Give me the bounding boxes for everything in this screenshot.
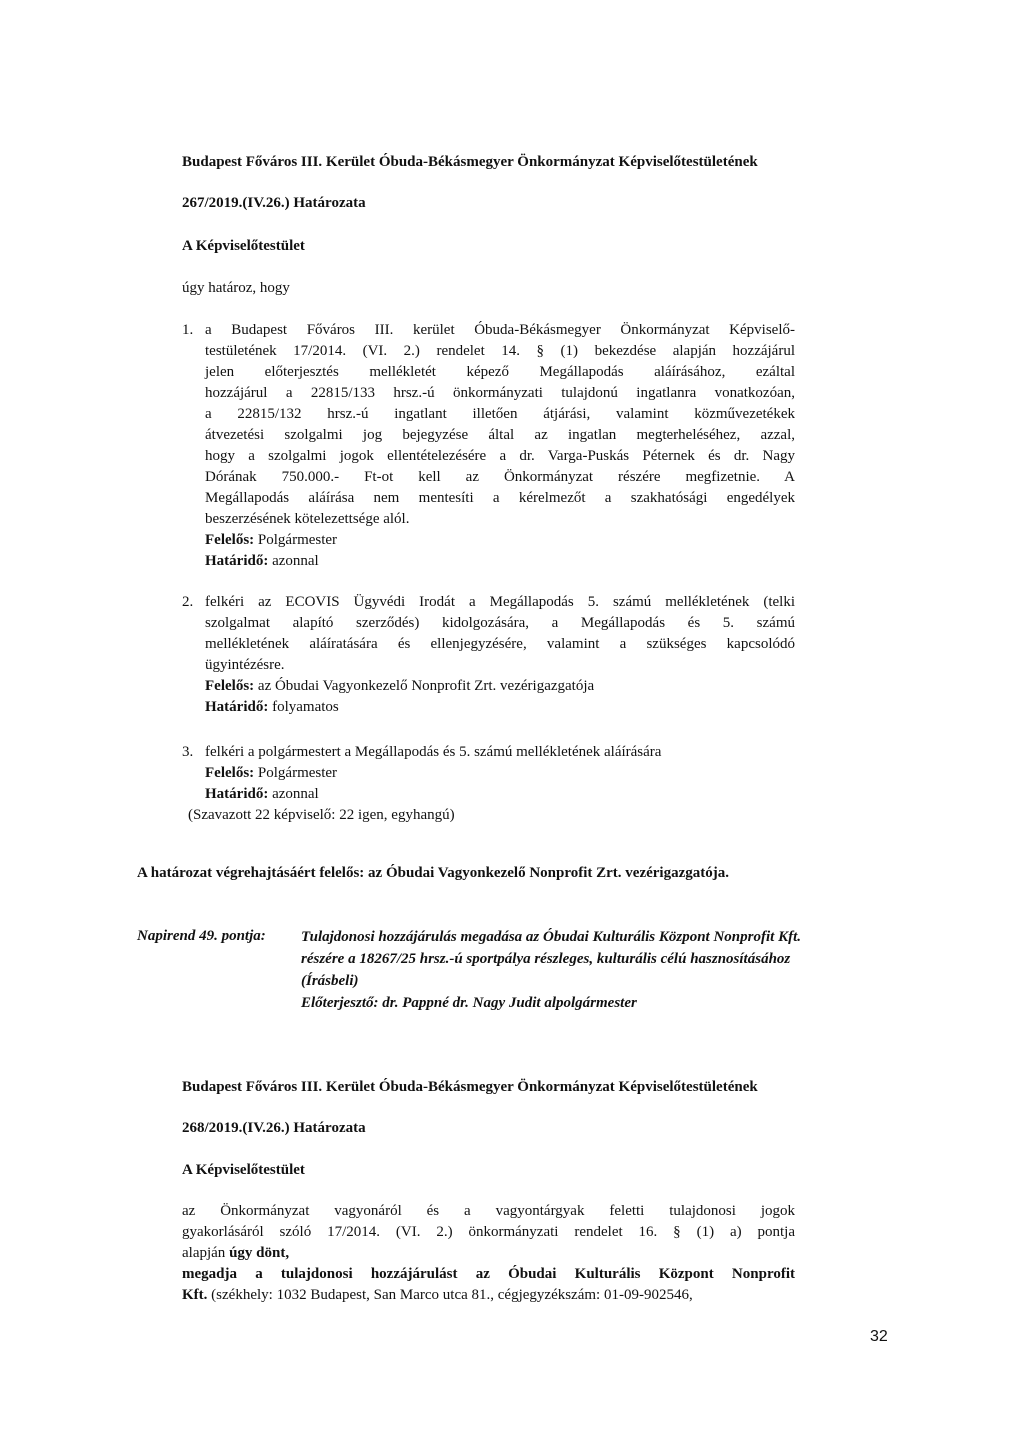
intro-line: az Önkormányzat vagyonáról és a vagyontárgyak feletti tulajdonosi jogok	[182, 1203, 795, 1219]
decision-line: megadja a tulajdonosi hozzájárulást az Óbudai Kulturális Központ Nonprofit	[182, 1266, 795, 1282]
agenda-label: Napirend 49. pontja:	[137, 928, 266, 944]
intro-line-last	[182, 1243, 795, 1264]
item-3-text	[205, 742, 795, 805]
decision-line-2	[182, 1285, 795, 1306]
item-3-number: 3.	[182, 744, 194, 760]
item-3-line: felkéri a polgármestert a Megállapodás és 5. számú mellékletének aláírására	[205, 744, 662, 760]
deadline-value: azonnal	[268, 553, 319, 569]
item-1-line: hogy a szolgalmi jogok ellentételezésére a dr. Varga-Puskás Péternek és dr. Nagy	[205, 448, 795, 464]
resolution-header-2: Budapest Főváros III. Kerület Óbuda-Békásmegyer Önkormányzat Képviselőtestületének	[182, 1079, 758, 1095]
intro-prefix: alapján	[182, 1245, 230, 1261]
item-2-line: mellékletének aláíratására és ellenjegyzésére, valamint a szükséges kapcsolódó	[205, 636, 795, 652]
item-1-line: beszerzésének kötelezettsége alól.	[205, 511, 410, 527]
resolution-2-decision	[182, 1264, 795, 1306]
item-1-line: jelen előterjesztés mellékletét képező Megállapodás aláírásához, ezáltal	[205, 364, 795, 380]
item-1-line: a 22815/132 hrsz.-ú ingatlant illetően átjárási, valamint közművezetékek	[205, 406, 795, 422]
intro-line: gyakorlásáról szóló 17/2014. (VI. 2.) önkormányzati rendelet 16. § (1) a) pontja	[182, 1224, 795, 1240]
deadline-value: azonnal	[268, 786, 319, 802]
item-2-line: felkéri az ECOVIS Ügyvédi Irodát a Megállapodás 5. számú mellékletének (telki	[205, 594, 795, 610]
agenda-title-line: részére a 18267/25 hrsz.-ú sportpálya részleges, kulturális célú hasznosításához	[301, 951, 791, 967]
agenda-title-line: Tulajdonosi hozzájárulás megadása az Óbudai Kulturális Központ Nonprofit Kft.	[301, 929, 801, 945]
item-1-line: testületének 17/2014. (VI. 2.) rendelet 14. § (1) bekezdése alapján hozzájárul	[205, 343, 795, 359]
item-1-line: Dórának 750.000.- Ft-ot kell az Önkormányzat részére megfizetnie. A	[205, 469, 795, 485]
item-2-text	[205, 592, 795, 718]
resolution-header-1: Budapest Főváros III. Kerület Óbuda-Békásmegyer Önkormányzat Képviselőtestületének	[182, 154, 758, 170]
decides-phrase: úgy dönt,	[229, 1245, 290, 1261]
responsible-label: Felelős:	[205, 765, 255, 781]
vote-result-1: (Szavazott 22 képviselő: 22 igen, egyhangú)	[188, 807, 455, 823]
item-1-line: a Budapest Főváros III. kerület Óbuda-Békásmegyer Önkormányzat Képviselő-	[205, 322, 795, 338]
company-suffix: Kft.	[182, 1287, 208, 1303]
item-3-responsible	[205, 763, 795, 784]
body-label-2: A Képviselőtestület	[182, 1162, 305, 1178]
deadline-value: folyamatos	[268, 699, 339, 715]
item-1-line: átvezetési szolgalmi jog bejegyzése által az ingatlan megterheléséhez, azzal,	[205, 427, 795, 443]
body-label-1: A Képviselőtestület	[182, 238, 305, 254]
agenda-type: (Írásbeli)	[301, 973, 359, 989]
item-2-number: 2.	[182, 594, 194, 610]
responsible-value: Polgármester	[254, 532, 338, 548]
executor-statement: A határozat végrehajtásáért felelős: az Óbudai Vagyonkezelő Nonprofit Zrt. vezérigazgatója.	[137, 865, 729, 881]
item-1-line: Megállapodás aláírása nem mentesíti a kérelmezőt a szakhatósági engedélyek	[205, 490, 795, 506]
item-2-deadline	[205, 697, 795, 718]
responsible-value: Polgármester	[254, 765, 338, 781]
agenda-presenter: Előterjesztő: dr. Pappné dr. Nagy Judit alpolgármester	[301, 995, 637, 1011]
resolution-2-intro	[182, 1201, 795, 1264]
resolution-number-2: 268/2019.(IV.26.) Határozata	[182, 1120, 366, 1136]
item-1-deadline	[205, 551, 795, 572]
company-details: (székhely: 1032 Budapest, San Marco utca 81., cégjegyzékszám: 01-09-902546,	[207, 1287, 693, 1303]
item-2-responsible	[205, 676, 795, 697]
responsible-label: Felelős:	[205, 678, 255, 694]
deadline-label: Határidő:	[205, 699, 269, 715]
deadline-label: Határidő:	[205, 553, 269, 569]
item-2-line: szolgalmat alapító szerződés) kidolgozására, a Megállapodás és 5. számú	[205, 615, 795, 631]
item-1-text	[205, 320, 795, 572]
responsible-label: Felelős:	[205, 532, 255, 548]
item-1-line: hozzájárul a 22815/133 hrsz.-ú önkormányzati tulajdonú ingatlanra vonatkozóan,	[205, 385, 795, 401]
deadline-label: Határidő:	[205, 786, 269, 802]
item-3-deadline	[205, 784, 795, 805]
item-1-number: 1.	[182, 322, 194, 338]
item-2-line: ügyintézésre.	[205, 657, 285, 673]
page-number: 32	[870, 1328, 888, 1345]
decision-intro-1: úgy határoz, hogy	[182, 280, 290, 296]
item-1-responsible	[205, 530, 795, 551]
responsible-value: az Óbudai Vagyonkezelő Nonprofit Zrt. vezérigazgatója	[254, 678, 595, 694]
resolution-number-1: 267/2019.(IV.26.) Határozata	[182, 195, 366, 211]
agenda-text	[301, 926, 801, 1014]
